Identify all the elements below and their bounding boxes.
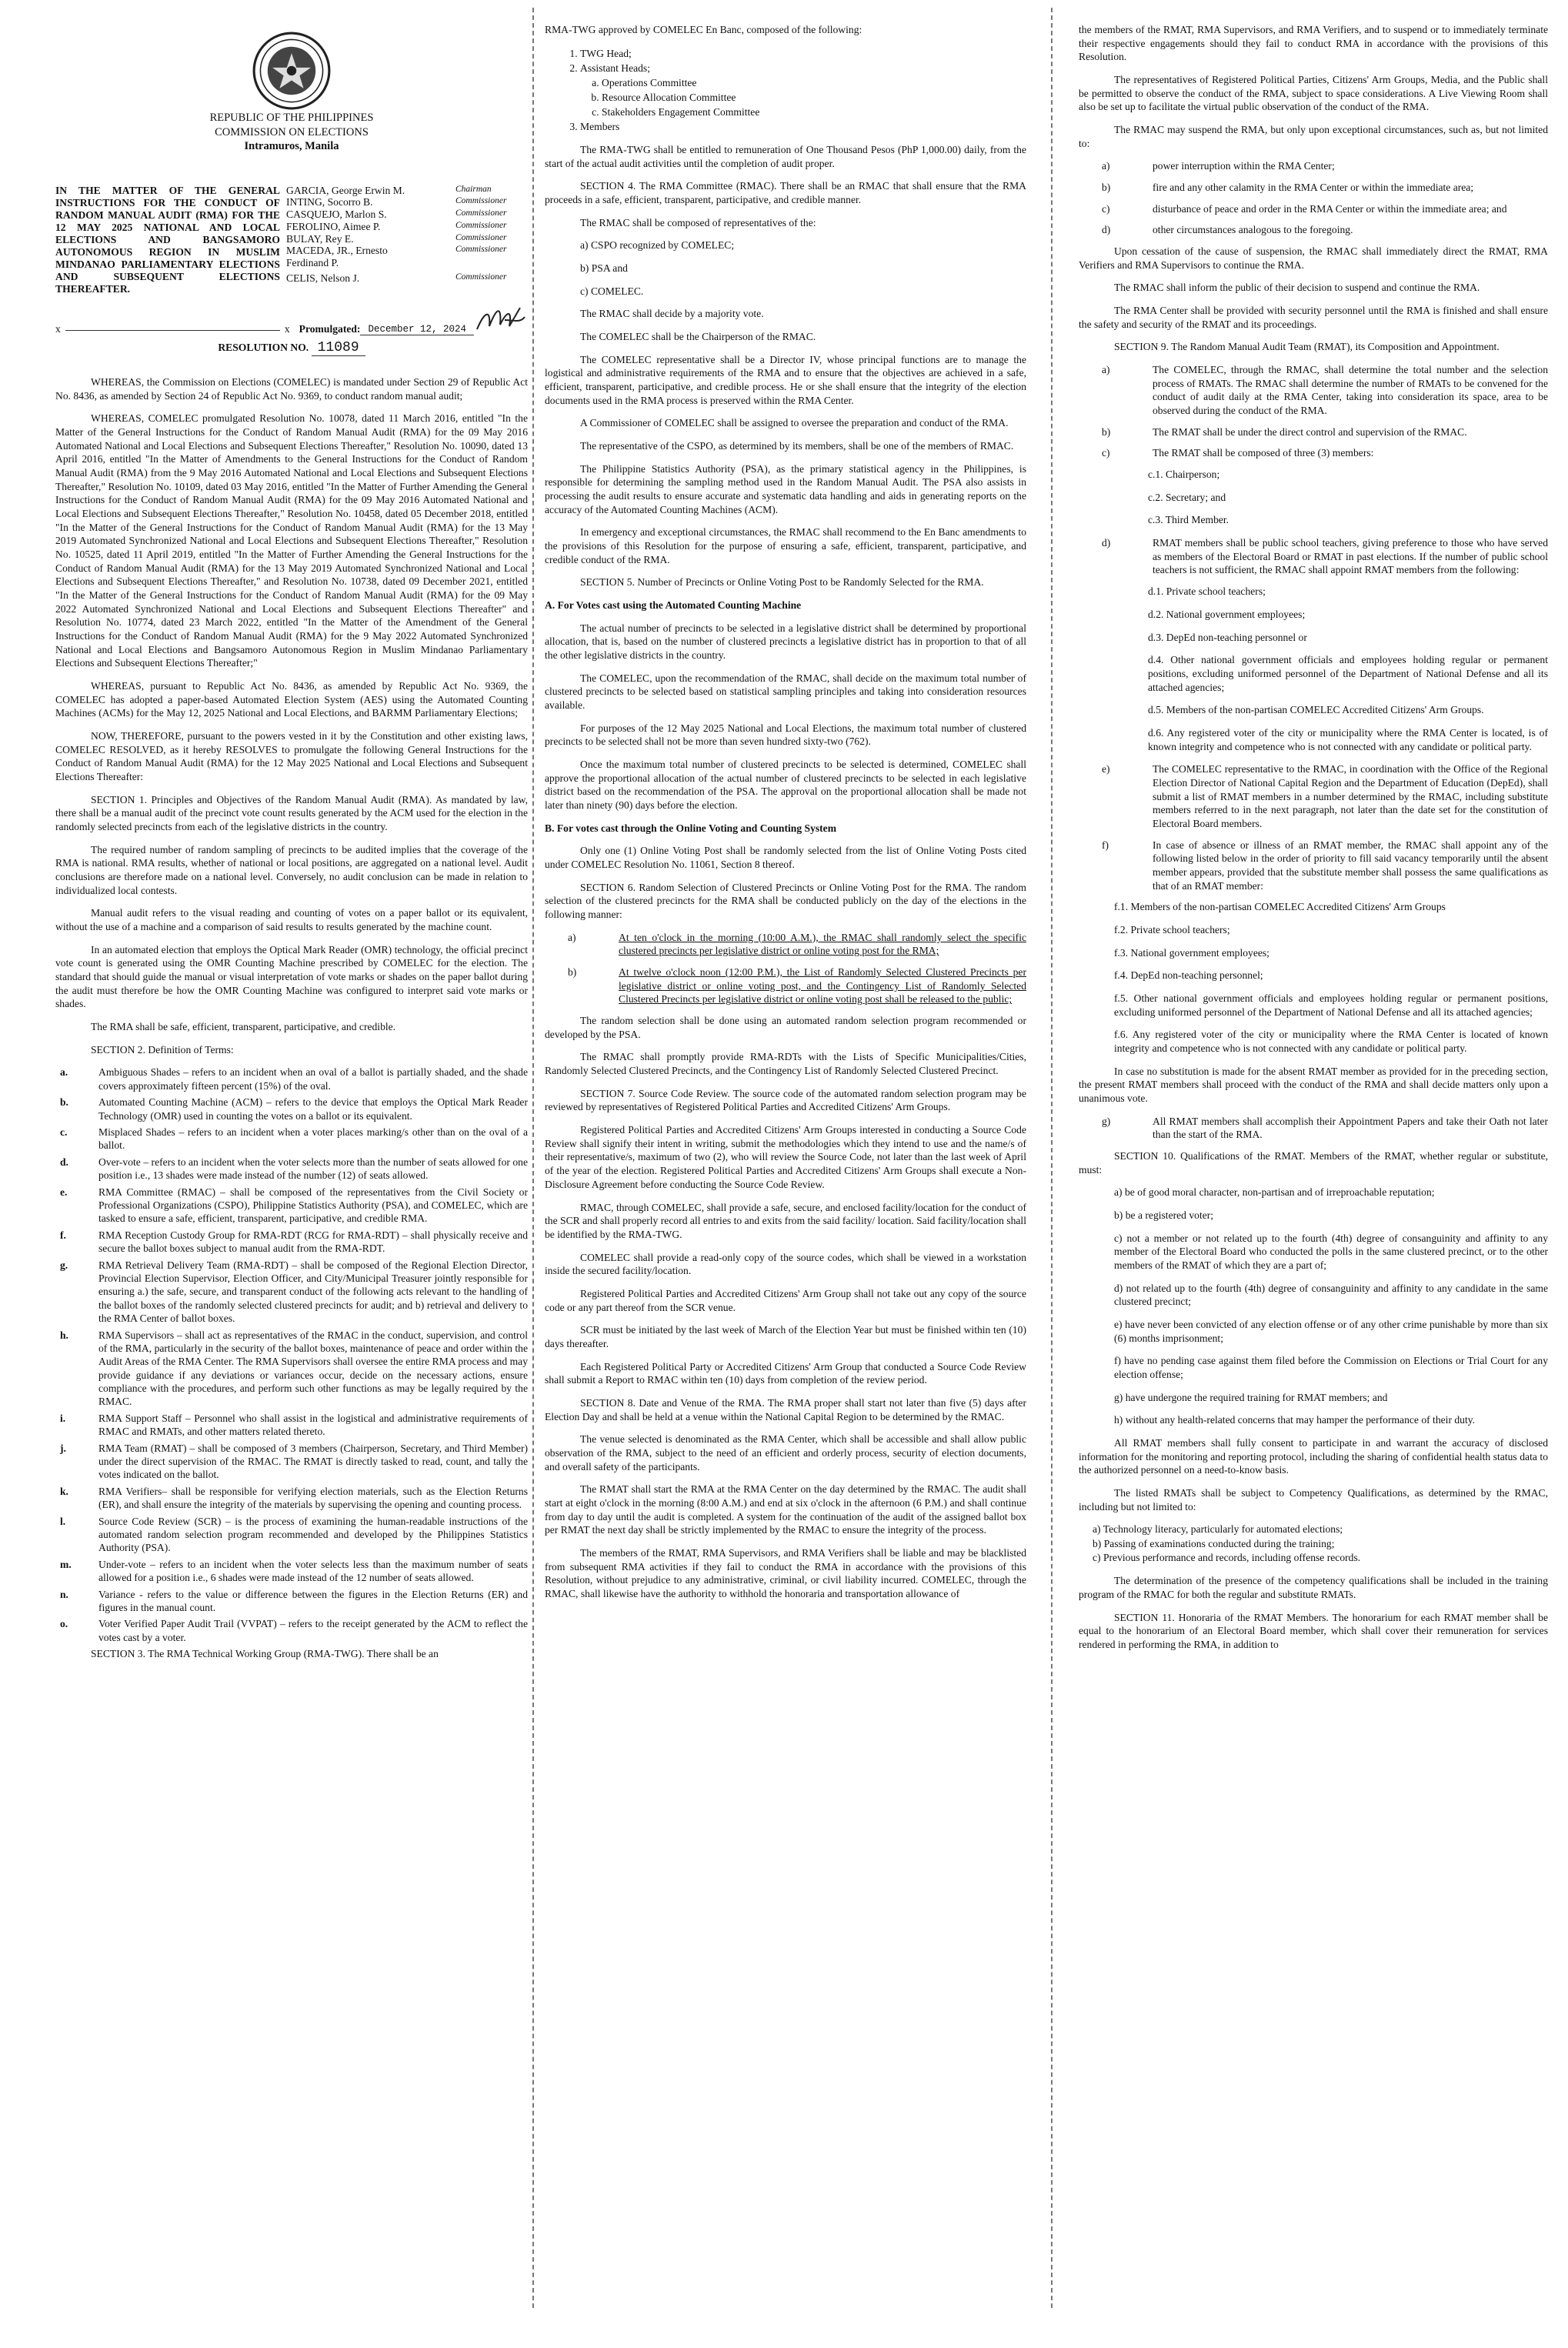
paragraph: The COMELEC, upon the recommendation of the RMAC, shall decide on the maximum total number of clustered precincts to be selected based on statistical sampling principles and taking into consideration resources available. (545, 672, 1026, 712)
paragraph: The random selection shall be done using an automated random selection program recommended or developed by the PSA. (545, 1015, 1026, 1040)
letterhead (55, 111, 528, 154)
paragraph: RMAC, through COMELEC, shall provide a safe, secure, and enclosed facility/location for the conduct of the SCR and shall properly record all entries to and exits from the said facility/ location. Said facility/location shall be identified by the RMA-TWG. (545, 1201, 1026, 1240)
paragraph: In an automated election that employs the Optical Mark Reader (OMR) technology, the official precinct vote count is generated using the OMR Counting Machine prescribed by COMELEC for the election. The standard that should guide the manual or visual interpretation of vote marks or shades on the paper ballot during the audit must therefore be how the OMR Counting Machine was configured to interpret said vote marks or shades. (55, 943, 528, 1010)
list-item: b) be a registered voter; (1114, 1209, 1214, 1221)
paragraph: The RMA shall be safe, efficient, transparent, participative, and credible. (91, 1021, 396, 1033)
list-item: b. Resource Allocation Committee (602, 90, 1026, 105)
paragraph: The determination of the presence of the competency qualifications shall be included in the training program of the RMAC for both the regular and substitute RMATs. (1079, 1575, 1548, 1601)
promulgated-label: Promulgated: (299, 322, 361, 335)
paragraph: The venue selected is denominated as the RMA Center, which shall be accessible and shall allow public observation of the RMA, subject to the need of an efficient and orderly process, security of election documents, and overall safety of the participants. (545, 1433, 1026, 1473)
list-item: b) At twelve o'clock noon (12:00 P.M.), the List of Randomly Selected Clustered Precincts per legislative district or online voting post, and the Contingency List of Randomly Selected Clustered Precincts per legislative district or online voting post shall be released to the public; (568, 966, 1026, 1006)
definitions-list (55, 1066, 528, 1644)
commissioner-row: FEROLINO, Aimee P. Commissioner (286, 220, 507, 232)
section-7: SECTION 7. Source Code Review. The source code of the automated random selection program may be reviewed by representatives of Registered Political Parties and Accredited Citizens' Arm Groups. (545, 1087, 1026, 1113)
commissioner-row: BULAY, Rey E. Commissioner (286, 232, 507, 245)
section-4: SECTION 4. The RMA Committee (RMAC). There shall be an RMAC that shall ensure that the RMA proceeds in a safe, efficient, transparent, participative, and credible manner. (545, 180, 1026, 205)
definition-item: i. RMA Support Staff – Personnel who shall assist in the logistical and administrative requirements of RMAC and RMATs, and other matters related thereto. (60, 1412, 528, 1438)
list-item: c) COMELEC. (580, 285, 644, 297)
section-10: SECTION 10. Qualifications of the RMAT. Members of the RMAT, whether regular or substitute, must: (1079, 1149, 1548, 1176)
assistant-heads-list (580, 75, 1026, 119)
list-item: a) be of good moral character, non-partisan and of irreproachable reputation; (1114, 1186, 1435, 1199)
list-item: f.5. Other national government officials and employees holding regular or permanent positions, excluding uniformed personnel of the Department of National Defense and all its attached agencies; (1114, 992, 1548, 1018)
section-3-continued: RMA-TWG approved by COMELEC En Banc, composed of the following: (545, 24, 862, 35)
column-divider (1051, 8, 1053, 2308)
list-item: d) other circumstances analogous to the foregoing. (1102, 224, 1353, 236)
agency-location: Intramuros, Manila (244, 140, 339, 153)
definition-item: m. Under-vote – refers to an incident when the voter selects less than the maximum number of seats allowed for a position i.e., 6 shades were made instead of the 12 number of seats allowed. (60, 1558, 528, 1584)
list-item: 2. Assistant Heads; a. Operations Committee b. Resource Allocation Committee c. Stakeholders Engagement Committee (580, 61, 1026, 119)
list-item: b) PSA and (580, 262, 628, 274)
section-6: SECTION 6. Random Selection of Clustered Precincts or Online Voting Post for the RMA. The random selection of the clustered precincts for the RMA shall be conducted publicly on the day of the elections in the following manner: (545, 881, 1026, 921)
list-item: f) In case of absence or illness of an RMAT member, the RMAC shall appoint any of the following listed below in the order of priority to fill said vacancy temporarily until the absent member appears, provided that the substitute member shall possess the same qualifications as that of an RMAT member: (1102, 839, 1548, 892)
list-item: a) Technology literacy, particularly for automated elections; (1093, 1523, 1343, 1536)
list-item: d.3. DepEd non-teaching personnel or (1148, 631, 1307, 643)
commissioner-row: CASQUEJO, Marlon S. Commissioner (286, 208, 507, 221)
list-item: c) not a member or not related up to the fourth (4th) degree of consanguinity and affinity to any member of the Electoral Board who conducted the polls in the same clustered precinct, or to the other members of the RMAT of which they are a part of; (1114, 1232, 1548, 1272)
list-item: d.1. Private school teachers; (1148, 585, 1266, 598)
list-item: d.4. Other national government officials and employees holding regular or permanent positions, excluding uniformed personnel of the Department of National Defense and all its attached agencies; (1148, 654, 1548, 693)
paragraph: The COMELEC shall be the Chairperson of the RMAC. (580, 330, 816, 342)
paragraph: For purposes of the 12 May 2025 National and Local Elections, the maximum total number of clustered precincts to be selected shall not be more than seven hundred sixty-two (762). (545, 722, 1026, 748)
paragraph: Manual audit refers to the visual reading and counting of votes on a paper ballot or its equivalent, without the use of a machine and a comparison of said results to results generated by the machine count. (55, 907, 528, 933)
comelec-seal-icon (252, 31, 332, 111)
list-item: f) have no pending case against them filed before the Commission on Elections or Trial Court for any election offense; (1114, 1355, 1548, 1381)
list-item: e) The COMELEC representative to the RMAC, in coordination with the Office of the Regional Election Director of National Capital Region and the Department of Education (DepEd), shall submit a list of RMAT members in a number determined by the RMAC, including substitute members referred to in the next paragraph, not later than the date set for the constitution of Electoral Board members. (1102, 763, 1548, 829)
definition-item: j. RMA Team (RMAT) – shall be composed of 3 members (Chairperson, Secretary, and Third Member) under the direct supervision of the RMAC. The RMAT is directly tasked to read, count, and tally the votes indicated on the ballot. (60, 1442, 528, 1481)
paragraph: The RMAC may suspend the RMA, but only upon exceptional circumstances, such as, but not limited to: (1079, 124, 1548, 149)
list-item: b) Passing of examinations conducted during the training; (1093, 1537, 1335, 1549)
paragraph: The representative of the CSPO, as determined by its members, shall be one of the members of RMAC. (580, 439, 1014, 452)
definition-item: d. Over-vote – refers to an incident when the voter selects more than the number of seats allowed for one position i.e., 13 shades were made instead of the number (12) of seats allowed. (60, 1156, 528, 1182)
matter-title: IN THE MATTER OF THE GENERAL INSTRUCTIONS FOR THE CONDUCT OF RANDOM MANUAL AUDIT (RMA) FOR THE 12 MAY 2025 NATIONAL AND LOCAL ELECTIONS AND BANGSAMORO AUTONOMOUS REGION IN MUSLIM MINDANAO PARLIAMENTARY ELECTIONS AND SUBSEQUENT ELECTIONS THEREAFTER. (55, 184, 280, 295)
paragraph: Each Registered Political Party or Accredited Citizens' Arm Group that conducted a Source Code Review shall submit a Report to RMAC within ten (10) days from completion of the review period. (545, 1360, 1026, 1386)
commissioner-row: Ferdinand P. (286, 257, 339, 269)
paragraph: Registered Political Parties and Accredited Citizens' Arm Group shall not take out any copy of the source code or any part thereof from the SCR venue. (545, 1287, 1026, 1313)
section-3-start: SECTION 3. The RMA Technical Working Group (RMA-TWG). There shall be an (91, 1648, 439, 1660)
whereas-1: WHEREAS, the Commission on Elections (COMELEC) is mandated under Section 29 of Republic Act No. 8436, as amended by Section 24 of Republic Act No. 9369, to conduct random manual audit; (55, 375, 528, 402)
list-item: c.1. Chairperson; (1148, 469, 1220, 481)
definition-item: f. RMA Reception Custody Group for RMA-RDT (RCG for RMA-RDT) – shall physically receive and secure the ballot boxes subject to manual audit from the RMA-RDT. (60, 1229, 528, 1255)
list-item: g) have undergone the required training for RMAT members; and (1114, 1391, 1388, 1403)
list-item: d) RMAT members shall be public school teachers, giving preference to those who have served as members of the Electoral Board or RMAT in past elections. If the number of public school teachers is not sufficient, the RMAC shall appoint RMAT members from the following: (1102, 537, 1548, 576)
paragraph: The RMAC shall promptly provide RMA-RDTs with the Lists of Specific Municipalities/Cities, Randomly Selected Clustered Precincts, and the Contingency List of Randomly Selected Clustered Precinct. (545, 1051, 1026, 1077)
paragraph: The COMELEC representative shall be a Director IV, whose principal functions are to manage the logistical and administrative requirements of the RMA and to ensure that the objectives are achieved in a safe, efficient, transparent, participative, and credible process. He or she shall ensure that the integrity of the election documents used in the RMA process is preserved within the RMA Center. (545, 353, 1026, 406)
list-item: d.2. National government employees; (1148, 608, 1306, 620)
definition-item: g. RMA Retrieval Delivery Team (RMA-RDT) – shall be composed of the Regional Election Director, Provincial Election Supervisor, Election Officer, and City/Municipal Treasurer jointly responsible for ensuring a.) the safe, secure, and transparent conduct of the following acts relevant to the handling of the ballot boxes of the randomly selected clustered precincts for audit; and b) retrieval and delivery to the RMA Center of ballot boxes. (60, 1259, 528, 1325)
list-item: c) Previous performance and records, including offense records. (1093, 1552, 1361, 1564)
section-9-heading: SECTION 9. The Random Manual Audit Team (RMAT), its Composition and Appointment. (1114, 341, 1500, 353)
list-item: 3. Members (580, 119, 1026, 134)
paragraph: The actual number of precincts to be selected in a legislative district shall be determined by proportional allocation, that is, based on the number of clustered precincts a legislative district has in proportion to that of all the other legislative districts in the country. (545, 622, 1026, 661)
definition-item: n. Variance - refers to the value or difference between the figures in the Election Returns (ER) and figures in the manual count. (60, 1588, 528, 1613)
list-item: h) without any health-related concerns that may hamper the performance of their duty. (1114, 1414, 1476, 1426)
definition-item: k. RMA Verifiers– shall be responsible for verifying election materials, such as the Election Returns (ER), and shall ensure the integrity of the materials by supervising the opening and counting process. (60, 1485, 528, 1511)
list-item: f.6. Any registered voter of the city or municipality where the RMA Center is located of known integrity and competence who is not connected with any candidate or political party. (1114, 1029, 1548, 1054)
definition-item: h. RMA Supervisors – shall act as representatives of the RMAC in the conduct, supervision, and control of the RMA, particularly in the security of the ballot boxes, maintenance of peace and order within the Audit Areas of the RMA Center. The RMA Supervisors shall oversee the entire RMA process and may provide guidance if any deviations or variances occur, decide on the necessary actions, ensure compliance with the procedures, and perform such other functions as may be legally required by the RMAC. (60, 1329, 528, 1408)
resolution-number-line (55, 340, 528, 355)
definition-item: l. Source Code Review (SCR) – is the process of examining the human-readable instructions of the automated random selection program recommended and developed by the Philippines Statistics Authority (PSA). (60, 1515, 528, 1554)
section-1: SECTION 1. Principles and Objectives of the Random Manual Audit (RMA). As mandated by law, there shall be a manual audit of the precinct vote count results generated by the ACM used for the election in the randomly selected precincts from each of the legislative districts in the country. (55, 793, 528, 833)
list-item: d.5. Members of the non-partisan COMELEC Accredited Citizens' Arm Groups. (1148, 704, 1484, 716)
list-item: c) disturbance of peace and order in the RMA Center or within the immediate area; and (1102, 202, 1507, 215)
resolution-number: 11089 (312, 340, 365, 356)
country-name: REPUBLIC OF THE PHILIPPINES (209, 112, 374, 124)
subsection-a-heading: A. For Votes cast using the Automated Counting Machine (545, 599, 802, 611)
promulgation-line: x x Promulgated: December 12, 2024 (55, 303, 528, 335)
paragraph: Registered Political Parties and Accredited Citizens' Arm Groups interested in conducting a Source Code Review shall signify their intent in writing, submit the methodologies which they intend to use and the name/s of their representative/s, maximum of two (2), who will review the Source Code, not later than the last week of April of the year of the election. Registered Political Parties and Accredited Citizens' Arm Groups shall execute a Non-Disclosure Agreement before conducting the Source Code Review. (545, 1124, 1026, 1190)
list-item: a. Operations Committee (602, 75, 1026, 90)
list-item: a) power interruption within the RMA Center; (1102, 160, 1335, 172)
paragraph: Only one (1) Online Voting Post shall be randomly selected from the list of Online Voting Posts cited under COMELEC Resolution No. 11061, Section 8 thereof. (545, 845, 1026, 871)
subsection-b-heading: B. For votes cast through the Online Voting and Counting System (545, 822, 837, 834)
competency-list (1093, 1523, 1548, 1565)
signature-icon (474, 303, 528, 335)
commissioner-row: MACEDA, JR., Ernesto Commissioner (286, 245, 507, 257)
list-item: e) have never been convicted of any election offense or of any other crime punishable by more than six (6) months imprisonment; (1114, 1319, 1548, 1344)
list-item: d.6. Any registered voter of the city or municipality where the RMA Center is located, is of known integrity and competence who is not connected with any candidate or political party. (1148, 726, 1548, 752)
list-item: b) The RMAT shall be under the direct control and supervision of the RMAC. (1102, 425, 1467, 438)
list-item: a) At ten o'clock in the morning (10:00 A.M.), the RMAC shall randomly select the specific clustered precincts per legislative district or online voting post for the RMA; (568, 931, 1026, 957)
commissioner-row: CELIS, Nelson J. Commissioner (286, 272, 507, 284)
paragraph: The RMA Center shall be provided with security personnel until the RMA is finished and shall ensure the safety and security of the RMAT and its proceedings. (1079, 305, 1548, 330)
column-2 (545, 23, 1026, 2340)
list-item: 1. TWG Head; (580, 46, 1026, 61)
paragraph: In case no substitution is made for the absent RMAT member as provided for in the preceding section, the present RMAT members shall proceed with the conduct of the RMA and shall decide matters only upon a unanimous vote. (1079, 1065, 1548, 1104)
agency-name: COMMISSION ON ELECTIONS (215, 125, 369, 138)
column-1 (55, 31, 528, 2348)
paragraph: The RMAT shall start the RMA at the RMA Center on the day determined by the RMAC. The audit shall start at eight o'clock in the morning (8:00 A.M.) and end at six o'clock in the afternoon (6 P.M.) and shall continue from day to day until the audit is completed. A system for the continuation of the audit of the assigned ballot box per RMAT the next day shall be strictly implemented by the RMAC to ensure the integrity of the process. (545, 1483, 1026, 1536)
paragraph: The Philippine Statistics Authority (PSA), as the primary statistical agency in the Philippines, is responsible for determining the sampling method used in the Random Manual Audit. The PSA also assists in processing the audit results to ensure accurate and systematic data handling and aids in generating reports on the accuracy of the Automated Counting Machines (ACM). (545, 462, 1026, 515)
section-11: SECTION 11. Honoraria of the RMAT Members. The honorarium for each RMAT member shall be equal to the honorarium of an Electoral Board member, which shall cover their remuneration for services rendered in performing the RMA, in addition to (1079, 1611, 1548, 1651)
paragraph: SCR must be initiated by the last week of March of the Election Year but must be finished within ten (10) days thereafter. (545, 1324, 1026, 1349)
section-5-heading: SECTION 5. Number of Precincts or Online Voting Post to be Randomly Selected for the RMA. (580, 576, 984, 589)
list-item: d) not related up to the fourth (4th) degree of consanguinity and affinity to any candidate in the same clustered precinct; (1114, 1282, 1548, 1308)
paragraph: the members of the RMAT, RMA Supervisors, and RMA Verifiers, and to suspend or to immediately terminate their respective engagements should they fail to conduct RMA in accordance with the provisions of this Resolution. (1079, 24, 1548, 63)
resolving-clause: NOW, THEREFORE, pursuant to the powers vested in it by the Constitution and other existing laws, COMELEC RESOLVED, as it hereby RESOLVES to promulgate the following General Instructions for the Conduct of Random Manual Audit (RMA) for the 12 May 2025 National and Local Elections and Subsequent Elections Thereafter: (55, 730, 528, 783)
paragraph: The RMAC shall be composed of representatives of the: (580, 216, 816, 228)
paragraph: The required number of random sampling of precincts to be audited implies that the coverage of the RMA is national. RMA results, whether of national or local positions, are aggregated on a national level. Audit conclusions are therefore made on a national level. Conversely, no audit conclusion can be made in relation to individualized local contests. (55, 843, 528, 896)
list-item: f.1. Members of the non-partisan COMELEC Accredited Citizens' Arm Groups (1114, 901, 1446, 913)
whereas-2: WHEREAS, COMELEC promulgated Resolution No. 10078, dated 11 March 2016, entitled "In the Matter of the General Instructions for the Conduct of Random Manual Audit (RMA) for the 09 May 2016 Automated National and Local Elections and Subsequent Elections Thereafter," Resolution No. 10090, dated 13 April 2016, entitled "In the Matter of Amendments to the General Instructions for the Conduct of Random Manual Audit (RMA) from the 9 May 2016 Automated National and Local Elections and Subsequent Elections Thereafter," Resolution No. 10109, dated 03 May 2016, entitled "In the Matter of Further Amending the General Instructions for the Conduct of Random Manual Audit (RMA) for the 09 May 2016 Automated National and Local Elections and Subsequent Elections Thereafter," Resolution No. 10458, dated 05 December 2018, entitled "In the Matter of the General Instructions for the Conduct of Random Manual Audit (RMA) for the 13 May 2019 Automated Synchronized National and Local Elections and Subsequent Elections Thereafter," Resolution No. 10525, dated 11 April 2019, entitled "In the Matter of Further Amending the General Instructions for the Conduct of Random Manual Audit (RMA) for the 13 May 2019 Automated Synchronized National and Local Elections and Subsequent Elections Thereafter," and Resolution No. 10738, dated 09 December 2021, entitled "In the Matter of the General Instructions for the Conduct of Random Manual Audit (RMA) for the 09 May 2022 Automated Synchronized National and Local Elections and Subsequent Elections Thereafter" and Resolution No. 10774, dated 23 March 2022, entitled "In the Matter of the Amendment of the General Instructions for the Conduct of Random Manual Audit (RMA) for the 9 May 2022 Automated Synchronized National and Local Elections and Bangsamoro Autonomous Region in Muslim Mindanao Parliamentary Elections and Subsequent Elections Thereafter;" (55, 412, 528, 669)
paragraph: A Commissioner of COMELEC shall be assigned to oversee the preparation and conduct of the RMA. (580, 417, 1009, 429)
commissioner-list (286, 185, 528, 295)
definition-item: c. Misplaced Shades – refers to an incident when a voter places marking/s other than on the oval of a ballot. (60, 1126, 528, 1152)
section-8: SECTION 8. Date and Venue of the RMA. The RMA proper shall start not later than five (5) days after Election Day and shall be held at a venue within the National Capital Region to be determined by the RMAC. (545, 1396, 1026, 1422)
list-item: f.2. Private school teachers; (1114, 923, 1230, 936)
whereas-3: WHEREAS, pursuant to Republic Act No. 8436, as amended by Republic Act No. 9369, the COMELEC has adopted a paper-based Automated Election System (AES) using the Automated Counting Machines (ACMs) for the May 12, 2025 National and Local Elections, and BARMM Parliamentary Elections; (55, 680, 528, 719)
list-item: c.2. Secretary; and (1148, 491, 1226, 503)
list-item: c.3. Third Member. (1148, 514, 1229, 526)
definition-item: a. Ambiguous Shades – refers to an incident when an oval of a ballot is partially shaded, and the shade covers approximately fifteen percent (15%) of the oval. (60, 1066, 528, 1092)
section-2-heading: SECTION 2. Definition of Terms: (91, 1043, 234, 1056)
paragraph: The listed RMATs shall be subject to Competency Qualifications, as determined by the RMAC, including but not limited to: (1079, 1487, 1548, 1513)
paragraph: The RMAC shall inform the public of their decision to suspend and continue the RMA. (1114, 282, 1480, 294)
list-item: c) The RMAT shall be composed of three (3) members: (1102, 447, 1374, 459)
column-divider (532, 8, 534, 2308)
list-item: f.3. National government employees; (1114, 946, 1269, 959)
definition-item: b. Automated Counting Machine (ACM) – refers to the device that employs the Optical Mark Reader Technology (OMR) used in counting the votes on a ballot or its equivalent. (60, 1096, 528, 1122)
paragraph: The members of the RMAT, RMA Supervisors, and RMA Verifiers shall be liable and may be blacklisted from subsequent RMA activities if they fail to conduct the RMA in accordance with the provisions of this Resolution, without prejudice to any administrative, criminal, or civil liability incurred. COMELEC, through the RMAC, shall likewise have the authority to withhold the honoraria and transportation allowance of (545, 1546, 1026, 1599)
definition-item: o. Voter Verified Paper Audit Trail (VVPAT) – refers to the receipt generated by the ACM to reflect the votes cast by a voter. (60, 1618, 528, 1643)
paragraph: The representatives of Registered Political Parties, Citizens' Arm Groups, Media, and the Public shall be permitted to observe the conduct of the RMA, subject to space considerations. A Live Viewing Room shall also be set up to facilitate the virtual public observation of the conduct of the RMA. (1079, 74, 1548, 113)
list-item: f.4. DepEd non-teaching personnel; (1114, 969, 1263, 982)
definition-item: e. RMA Committee (RMAC) – shall be composed of the representatives from the Civil Society or Professional Organizations (CSPO), Philippine Statistics Authority (PSA), and COMELEC, which are tasked to ensure a safe, efficient, transparent, participative, and credible RMA. (60, 1186, 528, 1225)
resolution-label: RESOLUTION NO. (218, 341, 309, 353)
list-item: g) All RMAT members shall accomplish their Appointment Papers and take their Oath not later than the start of the RMA. (1102, 1115, 1548, 1141)
commissioner-row: INTING, Socorro B. Commissioner (286, 196, 507, 208)
case-caption (55, 185, 528, 295)
paragraph: All RMAT members shall fully consent to participate in and warrant the accuracy of disclosed information for the monitoring and reporting protocol, including the sharing of confidential health status data to the authorized personnel on a need-to-know basis. (1079, 1437, 1548, 1476)
paragraph: Upon cessation of the cause of suspension, the RMAC shall immediately direct the RMAT, RMA Verifiers and RMA Supervisors to continue the RMA. (1079, 245, 1548, 271)
commissioner-row: GARCIA, George Erwin M. Chairman (286, 184, 492, 196)
list-item: a) The COMELEC, through the RMAC, shall determine the total number and the selection process of RMATs. The RMAC shall determine the number of RMATs to be convened for the conduct of audit daily at the RMA Center, taking into consideration its space, area to be observed during the conduct of the RMA. (1102, 364, 1548, 417)
paragraph: In emergency and exceptional circumstances, the RMAC shall recommend to the En Banc amendments to the provisions of this Resolution for the purpose of ensuring a safe, efficient, transparent, participative, and credible conduct of the RMA. (545, 526, 1026, 565)
paragraph: The RMA-TWG shall be entitled to remuneration of One Thousand Pesos (PhP 1,000.00) daily, from the start of the actual audit activities until the completion of audit proper. (545, 143, 1026, 169)
paragraph: COMELEC shall provide a read-only copy of the source codes, which shall be viewed in a workstation inside the secured facility/location. (545, 1251, 1026, 1277)
promulgated-date: December 12, 2024 (360, 324, 474, 335)
paragraph: The RMAC shall decide by a majority vote. (580, 308, 764, 320)
list-item: a) CSPO recognized by COMELEC; (580, 239, 735, 252)
column-3 (1079, 23, 1548, 2340)
twg-composition-list (545, 46, 1026, 134)
paragraph: Once the maximum total number of clustered precincts to be selected is determined, COMELEC shall approve the proportional allocation of the actual number of clustered precincts to be selected in each legislative district based on the recommendation of the PSA. The approval on the proportional allocation shall be made not later than ninety (90) days before the election. (545, 759, 1026, 812)
list-item: b) fire and any other calamity in the RMA Center or within the immediate area; (1102, 182, 1474, 194)
list-item: c. Stakeholders Engagement Committee (602, 105, 1026, 119)
